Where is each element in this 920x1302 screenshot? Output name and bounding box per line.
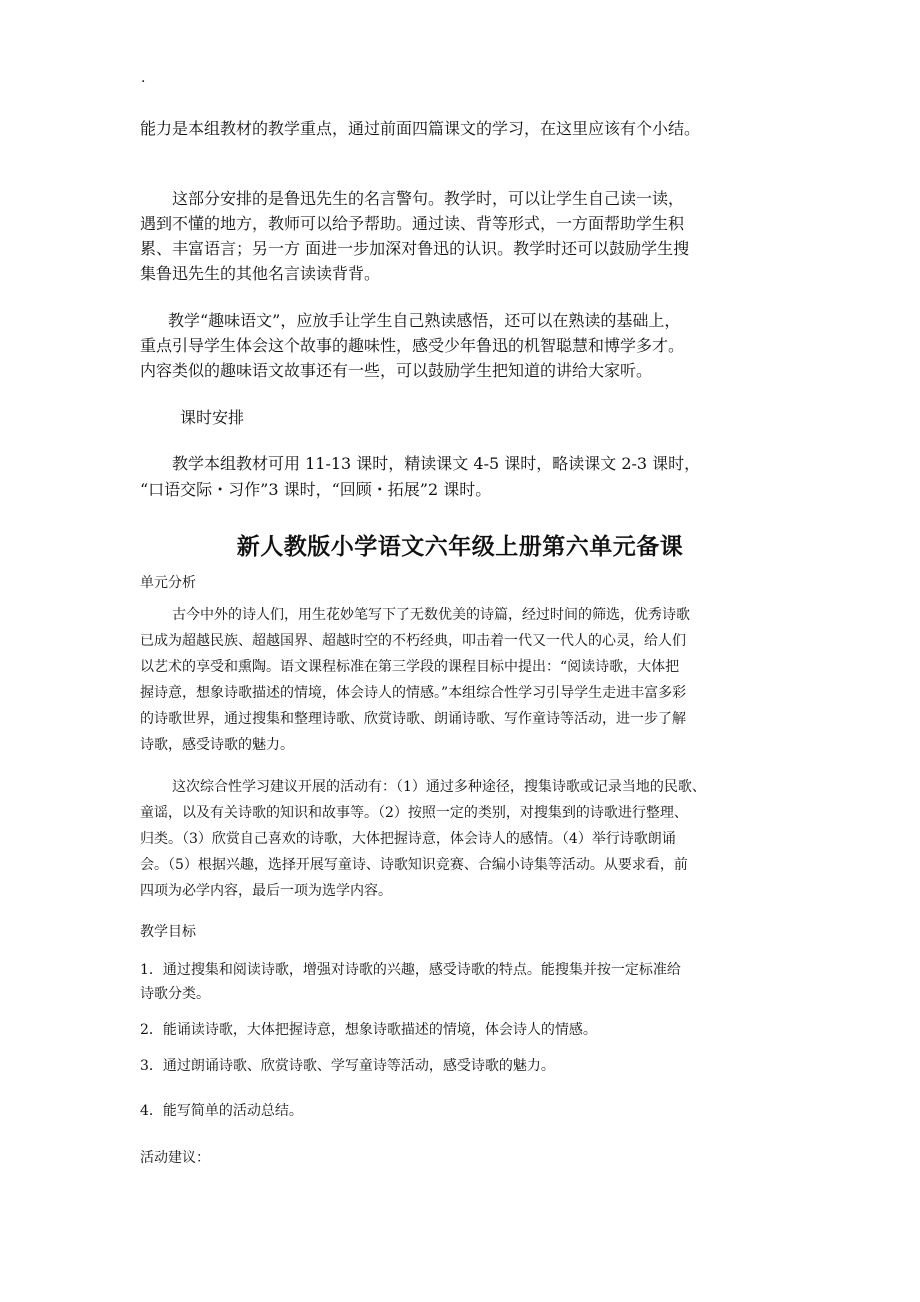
activities-intro-line: 会。（5）根据兴趣，选择开展写童诗、诗歌知识竞赛、合编小诗集等活动。从要求看，前: [140, 857, 688, 873]
quotes-note-line: 累、丰富语言；另一方 面进一步加深对鲁迅的认识。教学时还可以鼓励学生搜: [140, 239, 690, 258]
quotes-note-line: 遇到不懂的地方，教师可以给予帮助。通过读、背等形式，一方面帮助学生积: [140, 214, 685, 233]
unit-analysis-line: 的诗歌世界，通过搜集和整理诗歌、欣赏诗歌、朗诵诗歌、写作童诗等活动，进一步了解: [140, 711, 686, 727]
goal-item: 4．能写简单的活动总结。: [140, 1103, 303, 1119]
activities-intro-line: 童谣，以及有关诗歌的知识和故事等。（2）按照一定的类别，对搜集到的诗歌进行整理、: [140, 805, 688, 821]
schedule-heading: 课时安排: [180, 408, 245, 427]
quotes-note-line: 这部分安排的是鲁迅先生的名言警句。教学时，可以让学生自己读一读，: [172, 189, 685, 208]
activities-heading: 活动建议：: [140, 1150, 210, 1166]
unit-analysis-line: 古今中外的诗人们，用生花妙笔写下了无数优美的诗篇，经过时间的筛选，优秀诗歌: [172, 607, 690, 623]
goal-item-continued: 诗歌分类。: [140, 986, 210, 1002]
goal-item: 1．通过搜集和阅读诗歌，增强对诗歌的兴趣，感受诗歌的特点。能搜集并按一定标准给: [140, 962, 681, 978]
schedule-line: “口语交际・习作”3 课时，“回顾・拓展”2 课时。: [140, 480, 492, 499]
unit-analysis-line: 以艺术的享受和熏陶。语文课程标准在第三学段的课程目标中提出：“阅读诗歌，大体把: [140, 659, 680, 675]
goals-heading: 教学目标: [140, 924, 196, 940]
goal-item: 2．能诵读诗歌，大体把握诗意，想象诗歌描述的情境，体会诗人的情感。: [140, 1022, 597, 1038]
fun-chinese-line: 内容类似的趣味语文故事还有一些，可以鼓励学生把知道的讲给大家听。: [140, 361, 653, 380]
activities-intro-line: 归类。（3）欣赏自己喜欢的诗歌，大体把握诗意，体会诗人的感情。（4）举行诗歌朗诵: [140, 831, 676, 847]
fun-chinese-line: 重点引导学生体会这个故事的趣味性，感受少年鲁迅的机智聪慧和博学多才。: [140, 336, 685, 355]
quotes-note-line: 集鲁迅先生的其他名言读读背背。: [140, 264, 381, 283]
schedule-line: 教学本组教材可用 11-13 课时，精读课文 4-5 课时，略读课文 2-3 课时，: [172, 454, 701, 473]
unit-analysis-heading: 单元分析: [140, 575, 196, 591]
goal-item: 3．通过朗诵诗歌、欣赏诗歌、学写童诗等活动，感受诗歌的魅力。: [140, 1058, 555, 1074]
unit-analysis-line: 握诗意，想象诗歌描述的情境，体会诗人的情感。”本组综合性学习引导学生走进丰富多彩: [140, 685, 687, 701]
unit-analysis-line: 诗歌，感受诗歌的魅力。: [140, 737, 294, 753]
intro-line: 能力是本组教材的教学重点，通过前面四篇课文的学习，在这里应该有个小结。: [140, 119, 701, 138]
top-mark: ·: [141, 74, 146, 90]
activities-intro-line: 四项为必学内容，最后一项为选学内容。: [140, 883, 392, 899]
activities-intro-line: 这次综合性学习建议开展的活动有：（1）通过多种途径，搜集诗歌或记录当地的民歌、: [172, 779, 706, 795]
document-title: 新人教版小学语文六年级上册第六单元备课: [236, 534, 684, 560]
unit-analysis-line: 已成为超越民族、超越国界、超越时空的不朽经典，叩击着一代又一代人的心灵，给人们: [140, 633, 686, 649]
fun-chinese-line: 教学“趣味语文”，应放手让学生自己熟读感悟，还可以在熟读的基础上，: [168, 311, 681, 330]
